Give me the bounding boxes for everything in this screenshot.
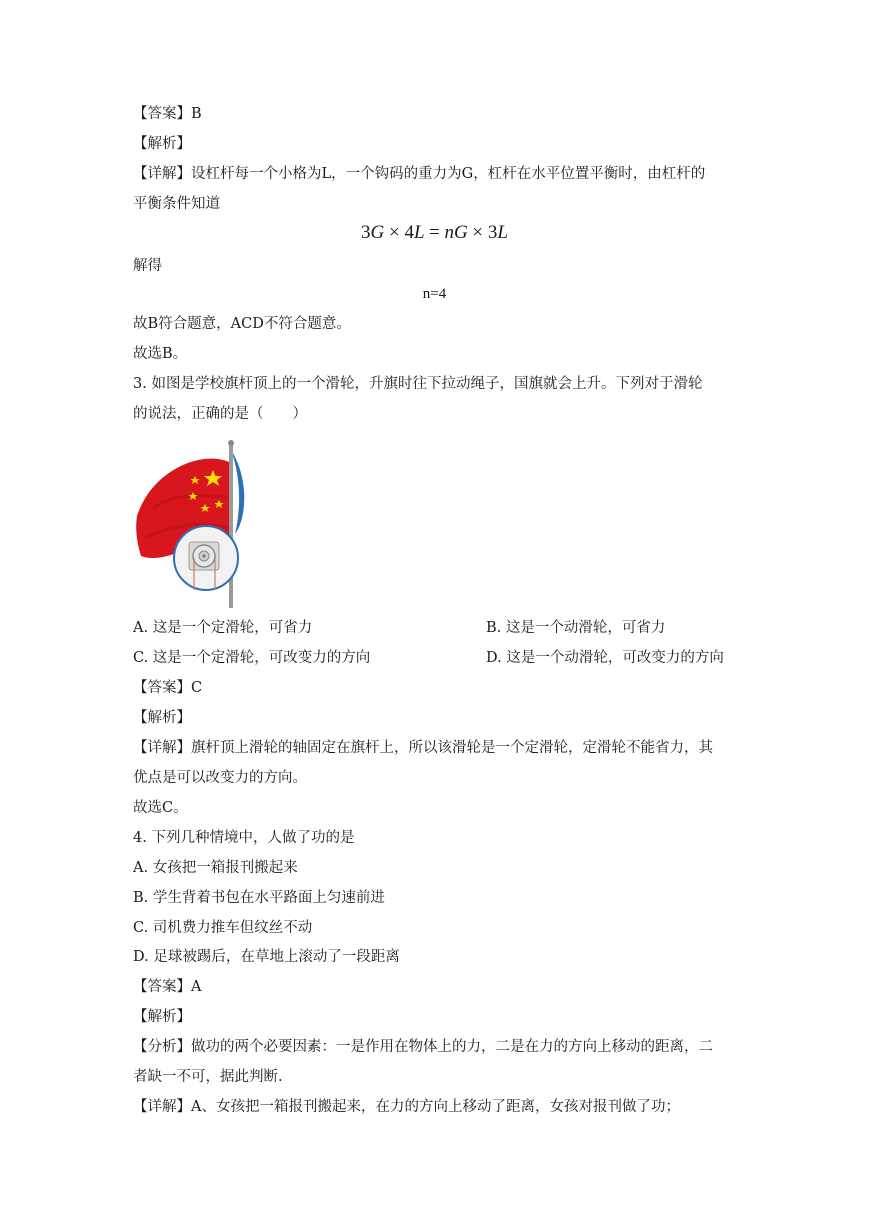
q4-stem: 4. 下列几种情境中，人做了功的是 [133, 830, 355, 846]
q2-detail-line-2: 平衡条件知道 [133, 196, 220, 212]
q4-detail-line-1: 【详解】A、女孩把一箱报刊搬起来，在力的方向上移动了距离，女孩对报刊做了功； [133, 1099, 680, 1115]
q3-detail-line-1: 【详解】旗杆顶上滑轮的轴固定在旗杆上，所以该滑轮是一个定滑轮，定滑轮不能省力，其 [133, 740, 713, 756]
q4-option-c: C. 司机费力推车但纹丝不动 [133, 920, 313, 936]
q2-detail-line-1: 【详解】设杠杆每一个小格为L，一个钩码的重力为G，杠杆在水平位置平衡时，由杠杆的 [133, 166, 706, 182]
q4-analysis-line-2: 者缺一不可，据此判断. [133, 1069, 283, 1085]
q4-option-d: D. 足球被踢后，在草地上滚动了一段距离 [133, 949, 400, 965]
q3-detail-line-2: 优点是可以改变力的方向。 [133, 770, 307, 786]
q3-option-c: C. 这是一个定滑轮，可改变力的方向 [133, 650, 371, 666]
q3-stem-line-2: 的说法，正确的是（ ） [133, 406, 307, 422]
flagpole-pulley-figure [133, 438, 245, 608]
q2-answer: 【答案】B [133, 106, 202, 122]
q3-stem-line-1: 3. 如图是学校旗杆顶上的一个滑轮，升旗时往下拉动绳子，国旗就会上升。下列对于滑轮 [133, 376, 703, 392]
q3-choice: 故选C。 [133, 800, 188, 816]
q3-analysis-heading: 【解析】 [133, 710, 191, 726]
q3-answer: 【答案】C [133, 680, 203, 696]
q2-solve-label: 解得 [133, 258, 162, 274]
q4-answer: 【答案】A [133, 979, 202, 995]
q4-option-b: B. 学生背着书包在水平路面上匀速前进 [133, 890, 385, 906]
q4-option-a: A. 女孩把一箱报刊搬起来 [133, 860, 298, 876]
q4-analysis-line-1: 【分析】做功的两个必要因素：一是作用在物体上的力，二是在力的方向上移动的距离，二 [133, 1039, 713, 1055]
flagpole [229, 442, 233, 608]
q2-conclusion: 故B符合题意，ACD不符合题意。 [133, 316, 351, 332]
q2-analysis-heading: 【解析】 [133, 136, 191, 152]
q3-option-a: A. 这是一个定滑轮，可省力 [133, 620, 313, 636]
q4-analysis-heading: 【解析】 [133, 1009, 191, 1025]
q3-option-d: D. 这是一个动滑轮，可改变力的方向 [486, 650, 724, 666]
q2-result: n=4 [422, 286, 447, 302]
q2-equation: 3G × 4L = nG × 3L [361, 222, 508, 243]
q3-option-b: B. 这是一个动滑轮，可省力 [486, 620, 666, 636]
q2-choice: 故选B。 [133, 346, 188, 362]
